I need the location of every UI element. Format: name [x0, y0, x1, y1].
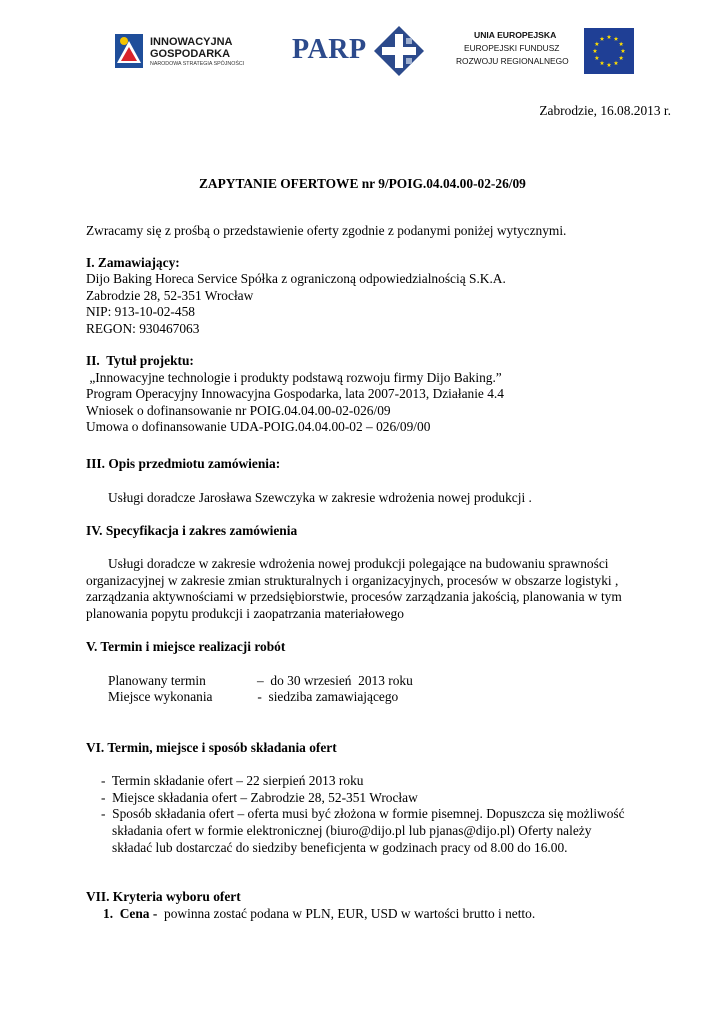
ig-line3: NARODOWA STRATEGIA SPÓJNOŚCI [150, 61, 245, 67]
s6-item: - Termin składanie ofert – 22 sierpień 2013 roku [101, 773, 364, 788]
s2-line: Umowa o dofinansowanie UDA-POIG.04.04.00-02 – 026/09/00 [86, 419, 431, 434]
s5-row-label: Planowany termin [108, 673, 206, 688]
s7-item-label: Cena - [119, 906, 158, 921]
section-6-heading: VI. Termin, miejsce i sposób składania ofert [86, 740, 337, 755]
section-5-heading: V. Termin i miejsce realizacji robót [86, 639, 286, 654]
section-1-heading: I. Zamawiający: [86, 255, 180, 270]
s3-text: Usługi doradcze Jarosława Szewczyka w zakresie wdrożenia nowej produkcji . [108, 490, 532, 505]
ig-line1: INNOWACYJNA [150, 36, 233, 48]
s4-line: Usługi doradcze w zakresie wdrożenia nowej produkcji polegające na budowaniu sprawności [108, 556, 609, 571]
eu-flag-icon [584, 28, 634, 74]
ue-line1: UNIA EUROPEJSKA [474, 30, 557, 40]
section-3-heading: III. Opis przedmiotu zamówienia: [86, 456, 281, 471]
s4-line: zarządzania aktywnościami w przedsiębiorstwie, procesów zarządzania jakością, planowania w tym [86, 589, 622, 604]
s6-item-cont: składania ofert w formie elektronicznej (biuro@dijo.pl lub pjanas@dijo.pl) Oferty należy [112, 823, 592, 838]
s7-item-number: 1. [103, 906, 114, 921]
intro-text: Zwracamy się z prośbą o przedstawienie oferty zgodnie z podanymi poniżej wytycznymi. [86, 223, 567, 238]
section-7-heading: VII. Kryteria wyboru ofert [86, 889, 241, 904]
s2-line: „Innowacyjne technologie i produkty podstawą rozwoju firmy Dijo Baking.” [86, 370, 502, 385]
ue-line2: EUROPEJSKI FUNDUSZ [464, 43, 560, 53]
s6-item: - Miejsce składania ofert – Zabrodzie 28, 52-351 Wrocław [101, 790, 418, 805]
parp-text: PARP [292, 34, 367, 65]
s1-line: REGON: 930467063 [86, 321, 200, 336]
s6-item: - Sposób składania ofert – oferta musi być złożona w formie pisemnej. Dopuszcza się możliwość [101, 806, 625, 821]
section-4-heading: IV. Specyfikacja i zakres zamówienia [86, 523, 298, 538]
s5-row-label: Miejsce wykonania [108, 689, 213, 704]
s1-line: Zabrodzie 28, 52-351 Wrocław [86, 288, 254, 303]
parp-emblem-icon [372, 24, 426, 78]
s2-line: Wniosek o dofinansowanie nr POIG.04.04.00-02-026/09 [86, 403, 391, 418]
ig-line2: GOSPODARKA [150, 48, 231, 60]
s1-line: Dijo Baking Horeca Service Spółka z ograniczoną odpowiedzialnością S.K.A. [86, 271, 506, 286]
s2-line: Program Operacyjny Innowacyjna Gospodarka, lata 2007-2013, Działanie 4.4 [86, 386, 504, 401]
logo-unia-europejska [452, 28, 634, 74]
document-date: Zabrodzie, 16.08.2013 r. [539, 103, 671, 118]
logo-innowacyjna-gospodarka [112, 30, 262, 72]
document-title: ZAPYTANIE OFERTOWE nr 9/POIG.04.04.00-02-26/09 [199, 176, 526, 191]
ue-line3: ROZWOJU REGIONALNEGO [456, 56, 569, 66]
section-2-heading: II. Tytuł projektu: [86, 353, 194, 368]
s5-row-value: – do 30 wrzesień 2013 roku [257, 673, 413, 688]
s7-item [103, 906, 535, 923]
s6-item-cont: składać lub dostarczać do siedziby beneficjenta w godzinach pracy od 8.00 do 16.00. [112, 840, 568, 855]
s4-line: planowania popytu produkcji i zaopatrzania materiałowego [86, 606, 404, 621]
s7-item-text: powinna zostać podana w PLN, EUR, USD w wartości brutto i netto. [164, 906, 536, 921]
innowacyjna-gospodarka-emblem-icon [112, 31, 146, 71]
s1-line: NIP: 913-10-02-458 [86, 304, 195, 319]
s4-line: organizacyjnej w zakresie zmian strukturalnych i organizacyjnych, procesów w obszarze logistyki , [86, 573, 619, 588]
s5-row-value: - siedziba zamawiającego [254, 689, 399, 704]
logo-parp [292, 24, 428, 78]
